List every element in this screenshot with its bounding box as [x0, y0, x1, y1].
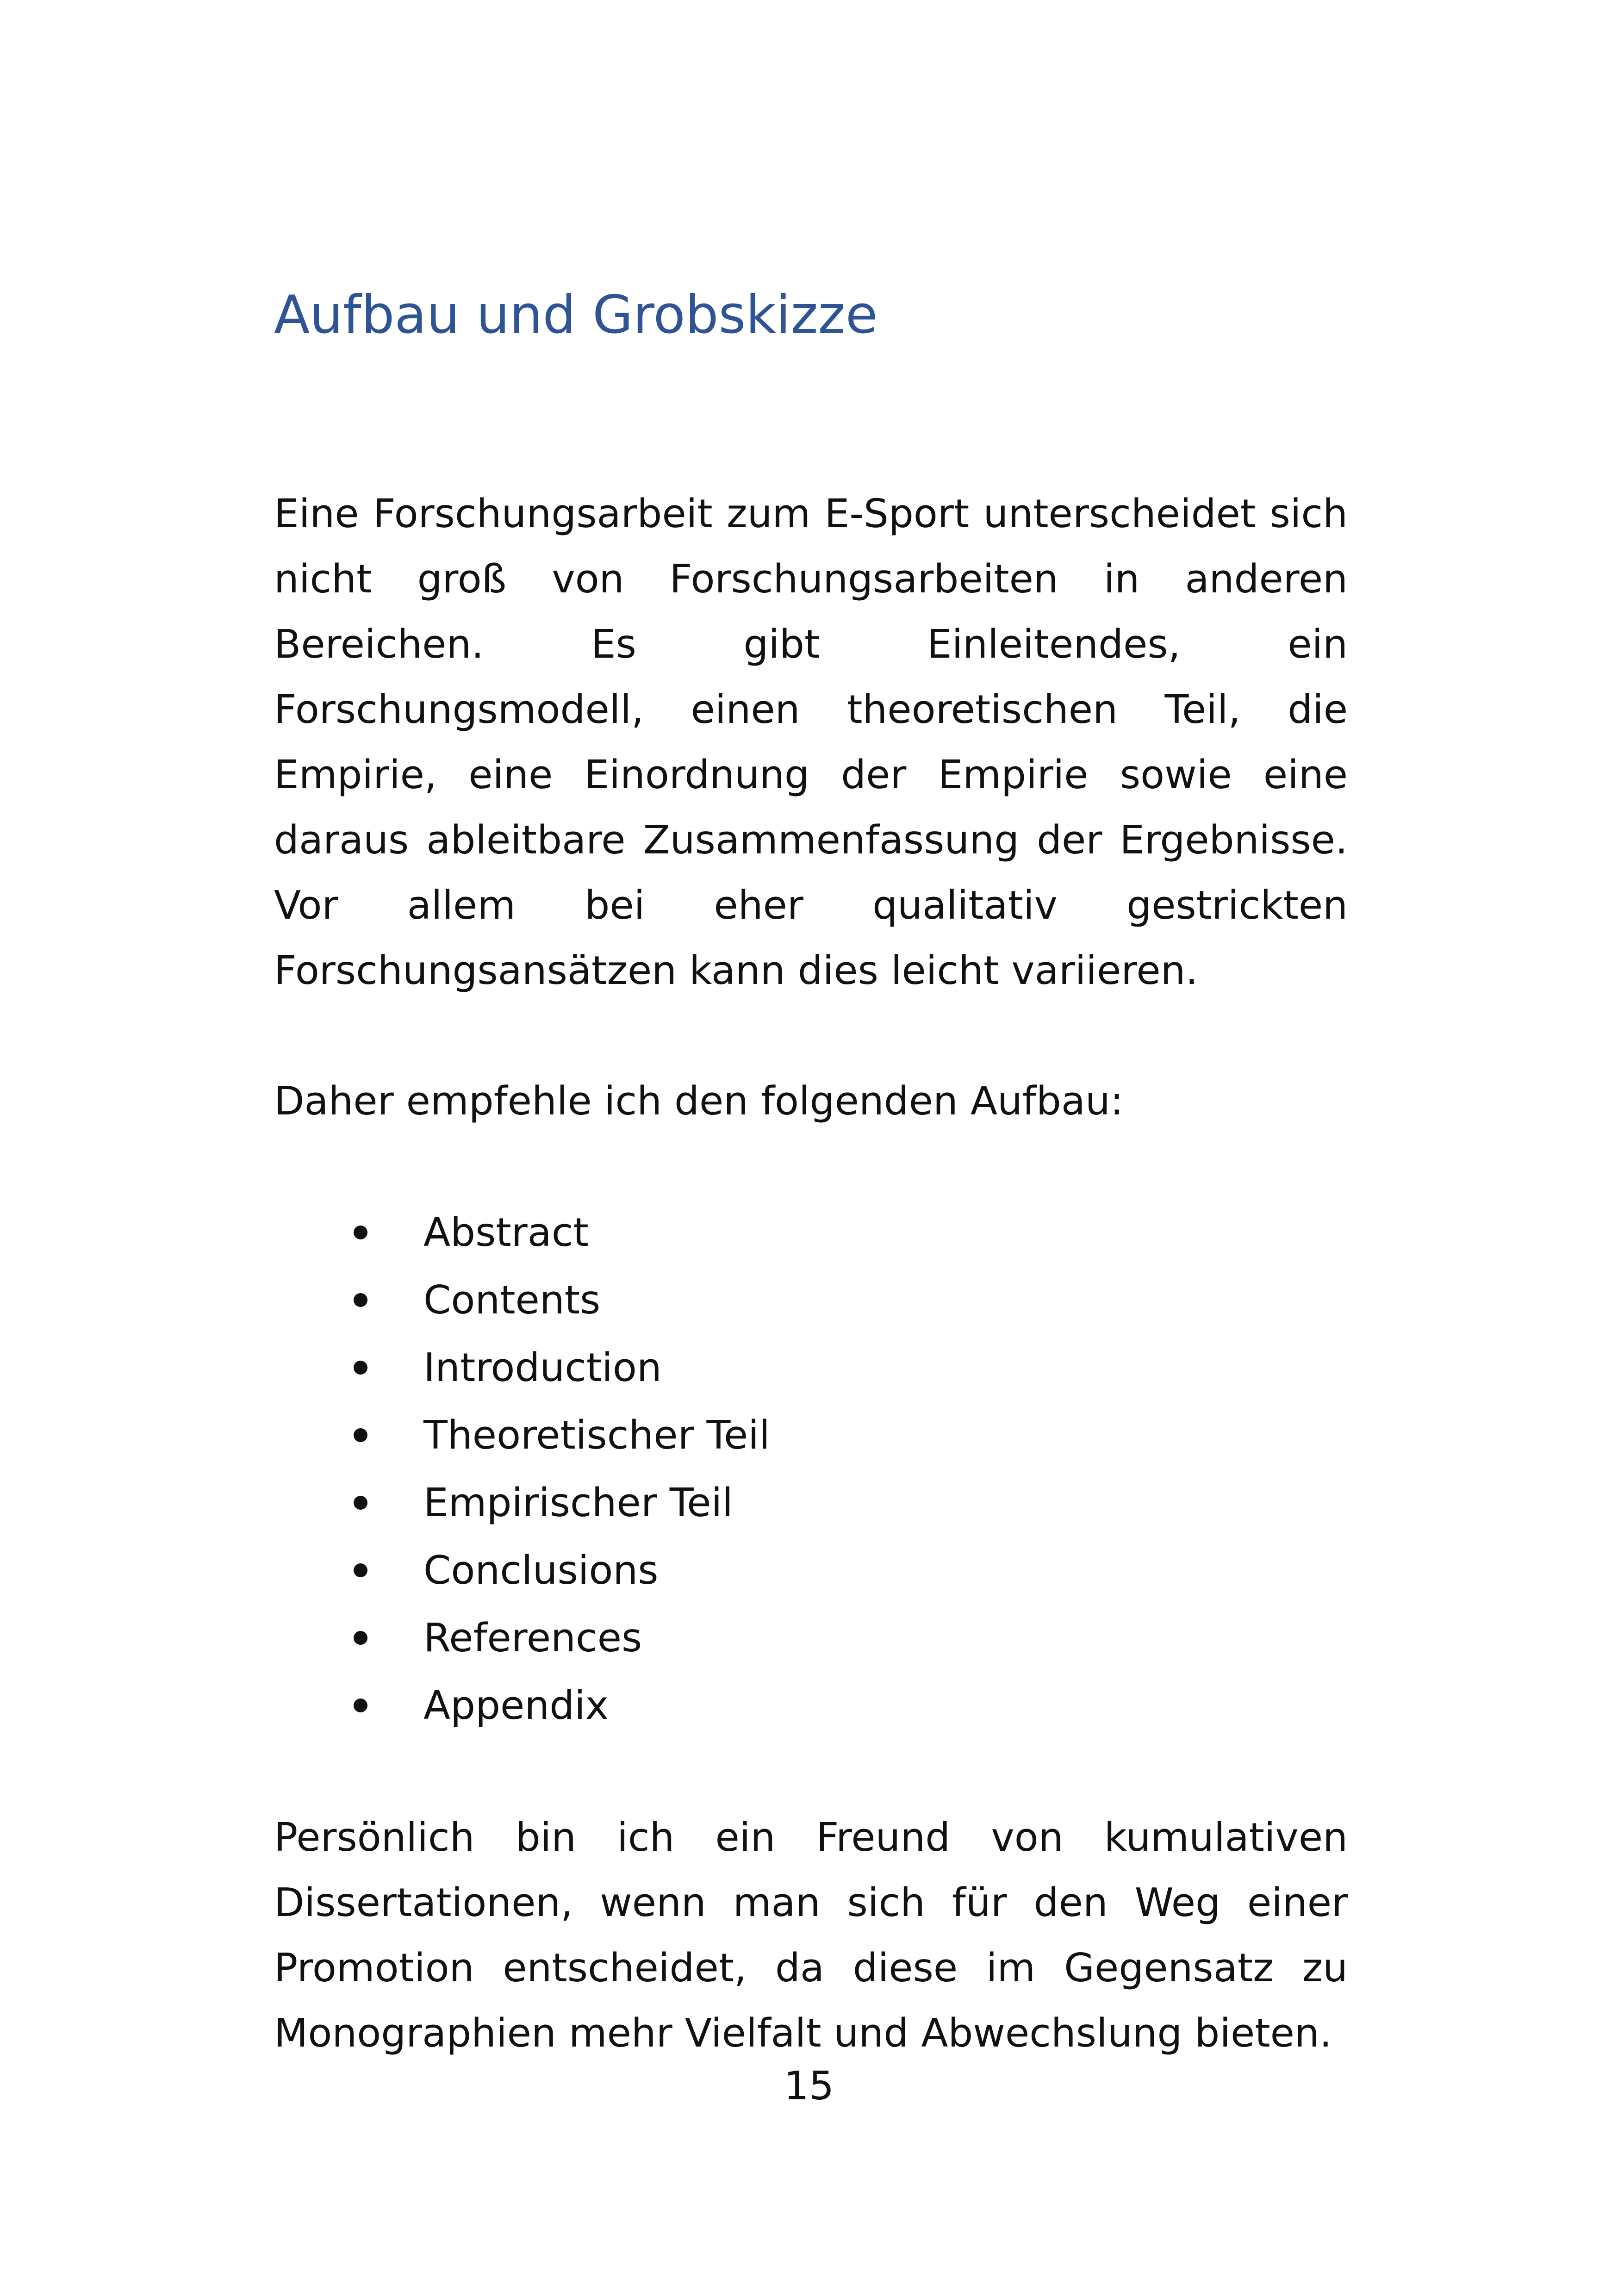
list-item [274, 1537, 1348, 1605]
body-paragraph-1: Eine Forschungsarbeit zum E-Sport unterscheidet sich nicht groß von Forschungsarbeiten in anderen Bereichen. Es gibt Einleitendes, ein Forschungsmodell, einen theoretischen Teil, die Empirie, eine Einordnung der Empirie sowie eine daraus ableitbare Zusammenfassung der Ergebnisse. Vor allem bei eher qualitativ gestrickten Forschungsansätzen kann dies leicht variieren. [274, 491, 1348, 994]
bullet-icon [354, 1226, 367, 1239]
list-item-label: Appendix [423, 1683, 609, 1729]
structure-list [274, 1199, 1348, 1740]
list-item [274, 1672, 1348, 1740]
list-item-label: Contents [423, 1277, 601, 1323]
bullet-icon [354, 1631, 367, 1645]
list-item [274, 1469, 1348, 1537]
bullet-icon [354, 1361, 367, 1375]
list-item-label: References [423, 1615, 642, 1661]
body-content [274, 481, 1348, 2066]
list-item-label: Conclusions [423, 1548, 659, 1593]
list-item-label: Abstract [423, 1210, 589, 1256]
list-item-label: Empirischer Teil [423, 1480, 733, 1526]
bullet-icon [354, 1496, 367, 1510]
bullet-icon [354, 1293, 367, 1307]
bullet-icon [354, 1563, 367, 1577]
list-item-label: Theoretischer Teil [423, 1412, 770, 1458]
list-item [274, 1402, 1348, 1469]
list-item [274, 1267, 1348, 1334]
page-number: 15 [784, 2063, 834, 2109]
bullet-icon [354, 1428, 367, 1442]
body-paragraph-2: Persönlich bin ich ein Freund von kumulativen Dissertationen, wenn man sich für den Weg einer Promotion entscheidet, da diese im Gegensatz zu Monographien mehr Vielfalt und Abwechslung bieten. [274, 1815, 1348, 2056]
section-heading: Aufbau und Grobskizze [274, 284, 878, 345]
list-item [274, 1334, 1348, 1402]
list-item-label: Introduction [423, 1345, 662, 1391]
list-intro: Daher empfehle ich den folgenden Aufbau: [274, 1078, 1124, 1124]
list-item [274, 1605, 1348, 1672]
bullet-icon [354, 1699, 367, 1712]
list-item [274, 1199, 1348, 1267]
